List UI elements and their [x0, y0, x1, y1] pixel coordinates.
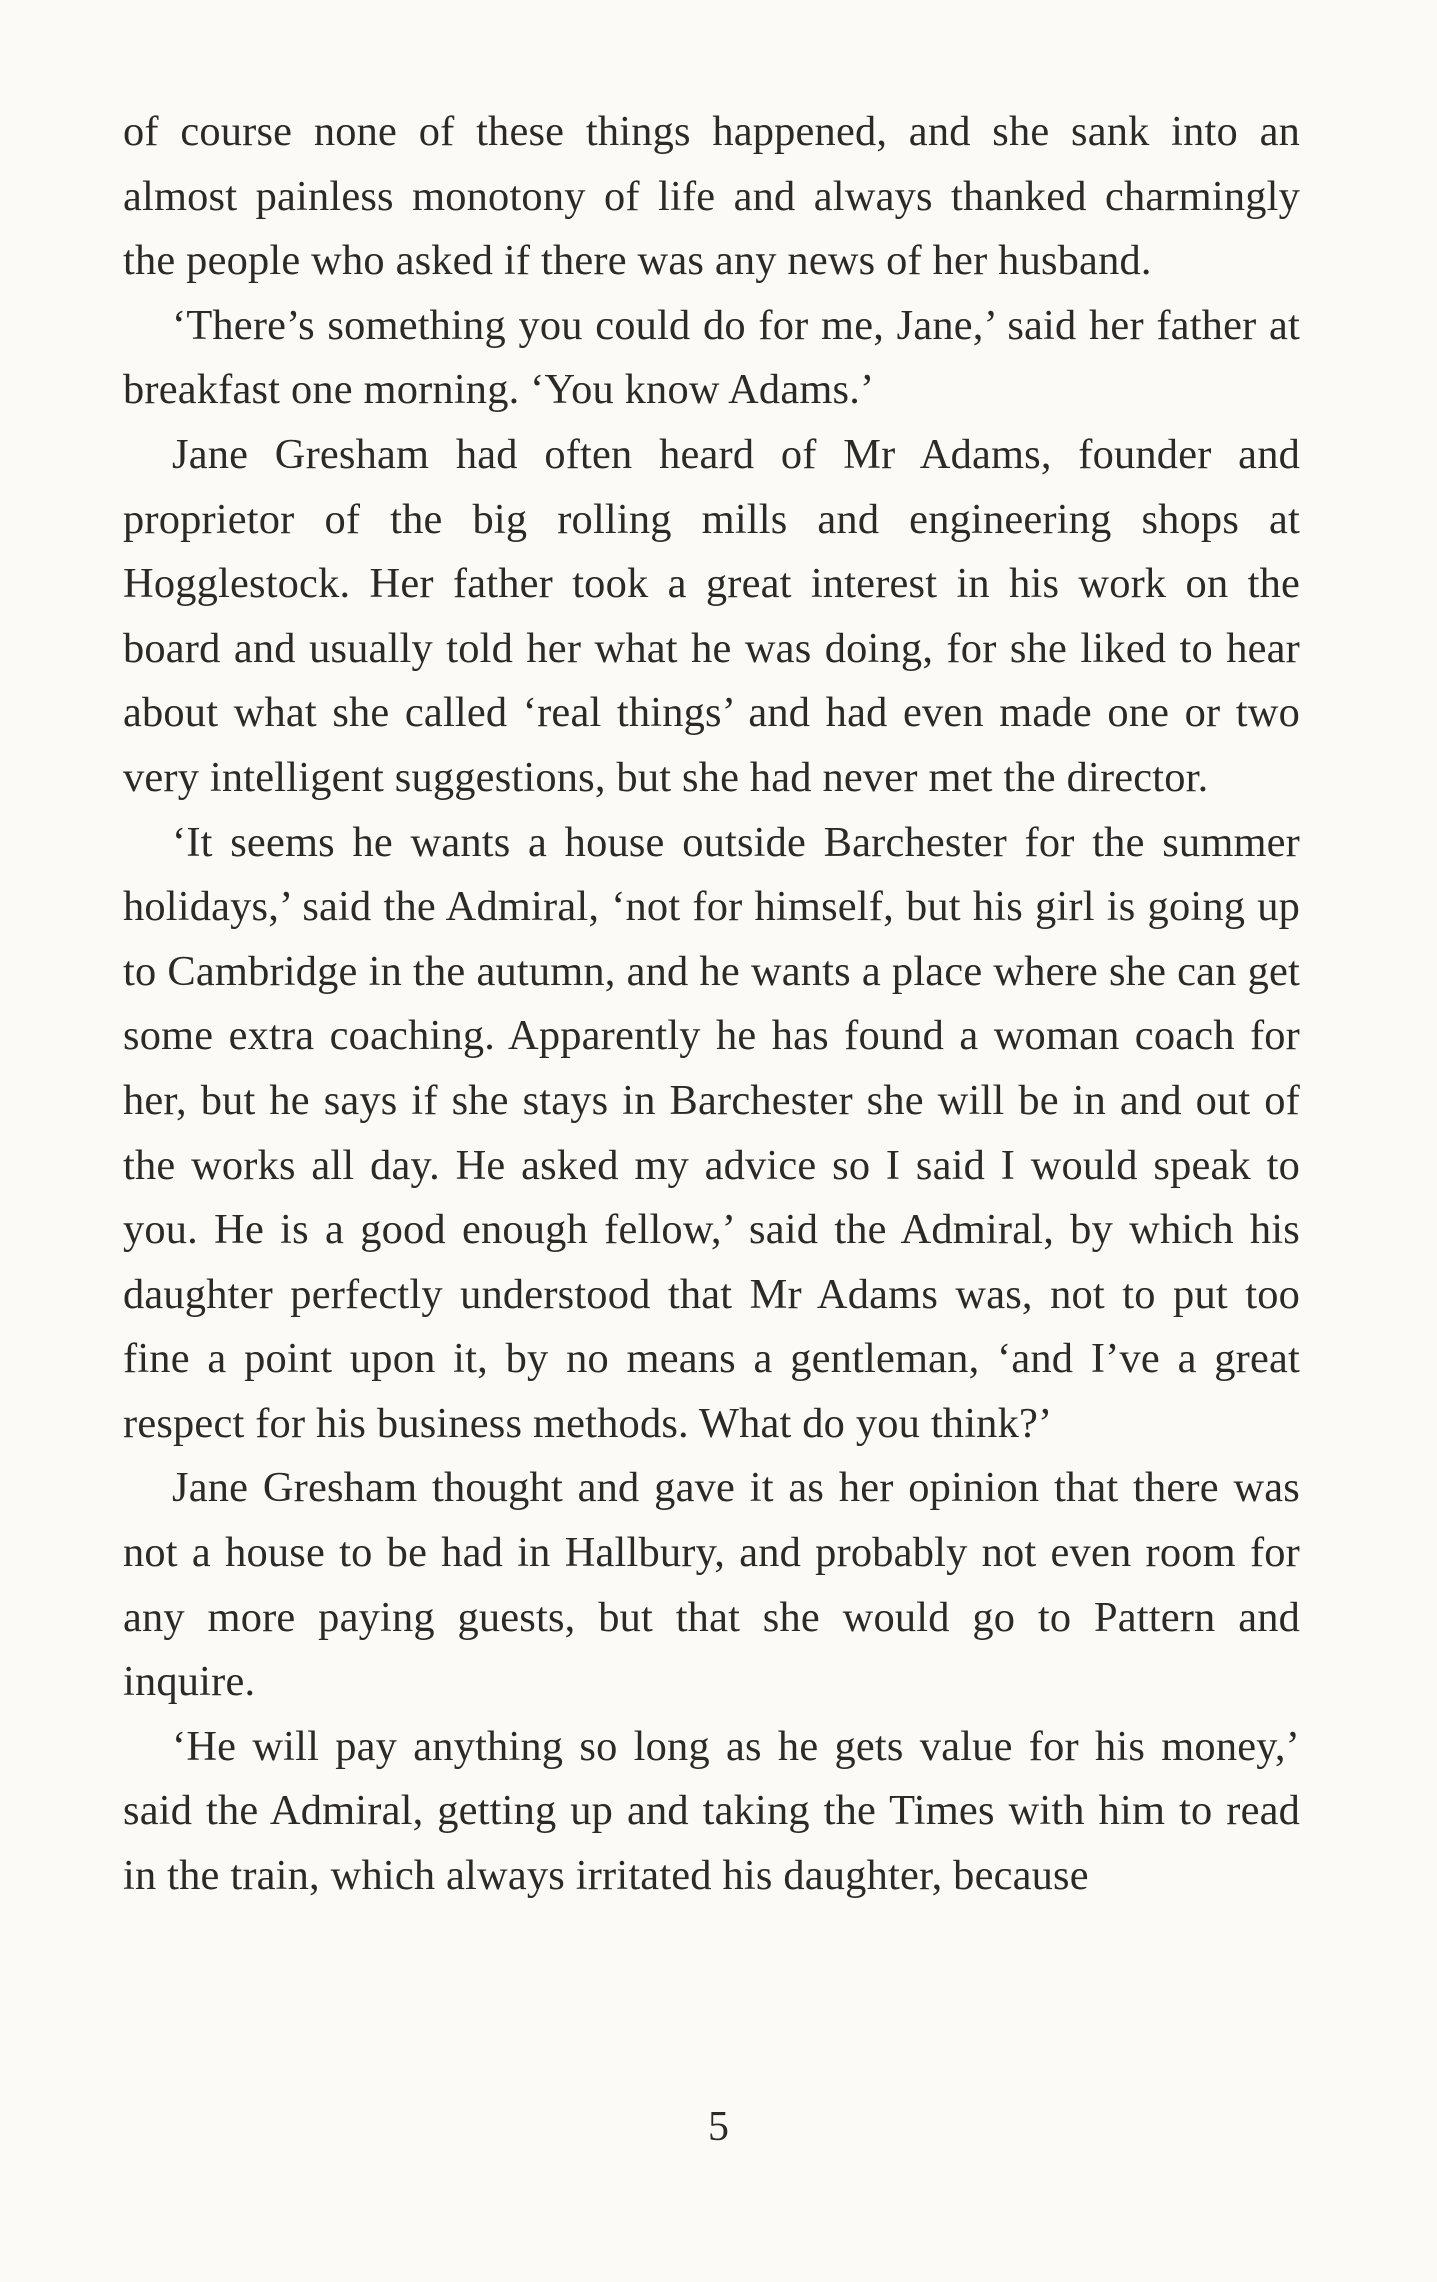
paragraph-admiral-explains: ‘It seems he wants a house outside Barchester for the summer holidays,’ said the Admiral, ‘not for himself, but his girl is going up to Cambridge in the autumn, and he wants a place where she can get some extra coaching. Apparently he has found a woman coach for her, but he says if she stays in Barchester she will be in and out of the works all day. He asked my advice so I said I would speak to you. He is a good enough fellow,’ said the Admiral, by which his daughter perfectly understood that Mr Adams was, not to put too fine a point upon it, by no means a gentleman, ‘and I’ve a great respect for his business methods. What do you think?’	[123, 818, 1300, 1447]
body-text	[123, 100, 1300, 1909]
paragraph-continuation: of course none of these things happened, and she sank into an almost painless monotony of life and always thanked charmingly the people who asked if there was any news of her husband.	[123, 108, 1300, 285]
paragraph-jane-opinion: Jane Gresham thought and gave it as her opinion that there was not a house to be had in Hallbury, and probably not even room for any more paying guests, but that she would go to Pattern and inquire.	[123, 1464, 1300, 1706]
paragraph-admiral-leaves: ‘He will pay anything so long as he gets value for his money,’ said the Admiral, getting up and taking the Times with him to read in the train, which always irritated his daughter, because	[123, 1722, 1300, 1900]
paragraph-mr-adams: Jane Gresham had often heard of Mr Adams, founder and proprietor of the big rolling mills and engineering shops at Hogglestock. Her father took a great interest in his work on the board and usually told her what he was doing, for she liked to hear about what she called ‘real things’ and had even made one or two very intelligent suggestions, but she had never met the director.	[123, 430, 1300, 801]
paragraph-father-request: ‘There’s something you could do for me, Jane,’ said her father at breakfast one morning. ‘You know Adams.’	[123, 301, 1300, 414]
page-number: 5	[708, 2104, 729, 2150]
